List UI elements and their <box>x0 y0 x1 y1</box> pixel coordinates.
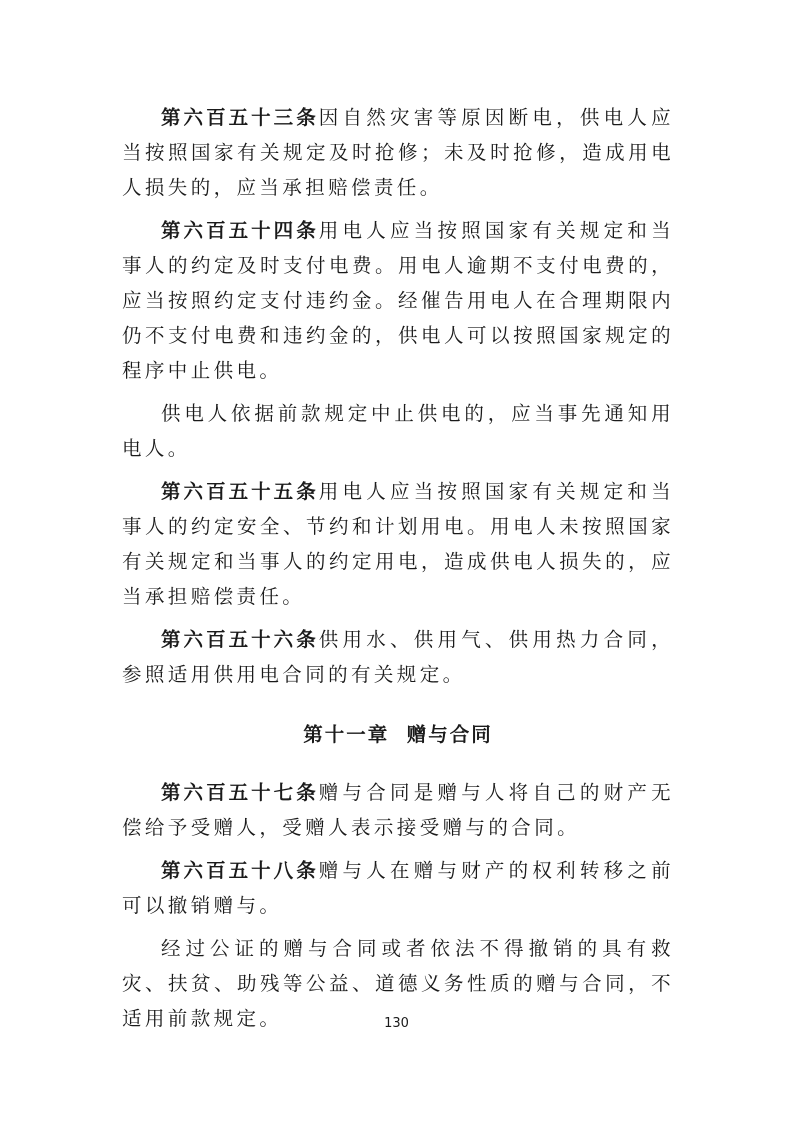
paragraph-article-657 <box>122 775 674 845</box>
chapter-heading: 第十一章 赠与合同 <box>303 723 493 746</box>
article-number: 第六百五十八条 <box>161 859 319 882</box>
paragraph-article-655 <box>122 474 674 614</box>
article-number: 第六百五十七条 <box>161 781 319 804</box>
paragraph-text: 供电人依据前款规定中止供电的，应当事先通知用电人。 <box>122 402 674 460</box>
paragraph-text: 赠与合同是赠与人将自己的财产无偿给予受赠人，受赠人表示接受赠与的合同。 <box>122 781 674 839</box>
paragraph-text: 因自然灾害等原因断电，供电人应当按照国家有关规定及时抢修；未及时抢修，造成用电人损失的，应当承担赔偿责任。 <box>122 106 674 199</box>
article-number: 第六百五十六条 <box>161 628 319 651</box>
paragraph-article-654-clause-2 <box>122 396 674 466</box>
article-number: 第六百五十四条 <box>161 219 319 242</box>
article-number: 第六百五十三条 <box>161 106 319 129</box>
page-body <box>122 100 674 1036</box>
paragraph-article-653 <box>122 100 674 205</box>
paragraph-text: 供用水、供用气、供用热力合同，参照适用供用电合同的有关规定。 <box>122 628 674 686</box>
paragraph-text: 经过公证的赠与合同或者依法不得撤销的具有救灾、扶贫、助残等公益、道德义务性质的赠与合同，不适用前款规定。 <box>122 937 674 1030</box>
page-number: 130 <box>384 1016 409 1031</box>
paragraph-text: 用电人应当按照国家有关规定和当事人的约定及时支付电费。用电人逾期不支付电费的，应当按照约定支付违约金。经催告用电人在合理期限内仍不支付电费和违约金的，供电人可以按照国家规定的程序中止供电。 <box>122 219 674 382</box>
paragraph-article-656 <box>122 622 674 692</box>
article-number: 第六百五十五条 <box>161 480 319 503</box>
paragraph-article-658 <box>122 853 674 923</box>
paragraph-text: 赠与人在赠与财产的权利转移之前可以撤销赠与。 <box>122 859 674 917</box>
paragraph-text: 用电人应当按照国家有关规定和当事人的约定安全、节约和计划用电。用电人未按照国家有关规定和当事人的约定用电，造成供电人损失的，应当承担赔偿责任。 <box>122 480 674 608</box>
paragraph-article-654 <box>122 213 674 388</box>
